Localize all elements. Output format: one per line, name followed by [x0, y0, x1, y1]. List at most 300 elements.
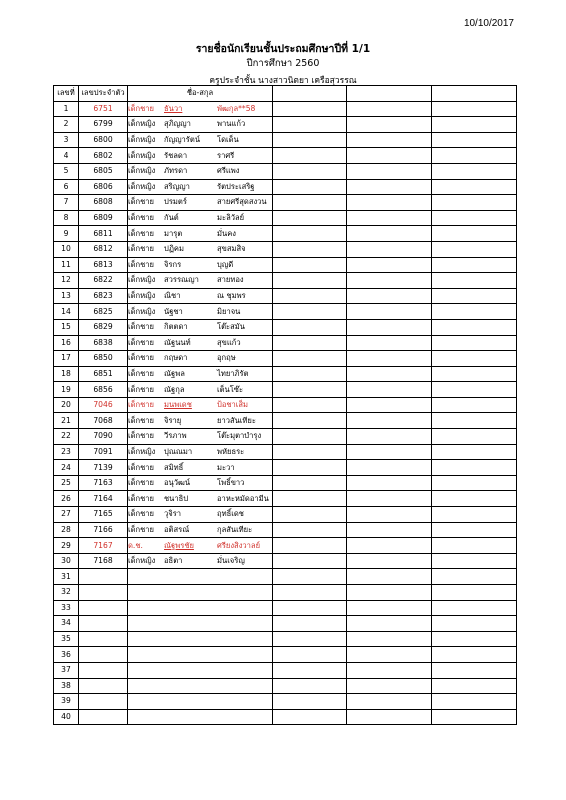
name-prefix: เด็กชาย	[128, 431, 154, 441]
student-name	[128, 148, 273, 164]
blank-cell	[273, 538, 347, 554]
first-name: กันต์	[164, 213, 179, 223]
student-id: 6808	[79, 195, 128, 211]
last-name: ฤทธิ์เดช	[217, 509, 244, 519]
row-number: 22	[54, 429, 79, 445]
last-name: ยาวสันเทียะ	[217, 415, 256, 425]
student-id: 7167	[79, 538, 128, 554]
first-name: วีรภาพ	[164, 431, 187, 441]
student-id	[79, 631, 128, 647]
student-name	[128, 507, 273, 523]
student-id: 6813	[79, 257, 128, 273]
blank-cell	[347, 429, 432, 445]
blank-cell	[273, 647, 347, 663]
last-name: กุลสันเทียะ	[217, 524, 253, 534]
student-id: 7090	[79, 429, 128, 445]
student-id: 7091	[79, 444, 128, 460]
blank-cell	[273, 444, 347, 460]
blank-cell	[432, 288, 517, 304]
blank-cell	[432, 507, 517, 523]
row-number: 28	[54, 522, 79, 538]
row-number: 12	[54, 273, 79, 289]
row-number: 14	[54, 304, 79, 320]
blank-cell	[347, 678, 432, 694]
homeroom-teacher: ครูประจำชั้น นางสาวนิตยา เครือสุวรรณ	[209, 76, 357, 86]
first-name: สริญญา	[164, 181, 190, 191]
blank-cell	[432, 616, 517, 632]
student-id	[79, 616, 128, 632]
blank-cell	[273, 585, 347, 601]
row-number: 2	[54, 117, 79, 133]
student-name	[128, 304, 273, 320]
blank-cell	[273, 304, 347, 320]
name-prefix: เด็กหญิง	[128, 166, 156, 176]
last-name: สุขสมสิจ	[217, 244, 246, 254]
blank-cell	[432, 397, 517, 413]
row-number: 18	[54, 366, 79, 382]
blank-cell	[273, 413, 347, 429]
row-number: 38	[54, 678, 79, 694]
first-name: จิรายุ	[164, 415, 182, 425]
blank-cell	[347, 600, 432, 616]
blank-cell	[347, 507, 432, 523]
student-name	[128, 101, 273, 117]
student-name	[128, 444, 273, 460]
student-name	[128, 319, 273, 335]
row-number: 40	[54, 709, 79, 725]
table-header-row	[54, 86, 517, 102]
row-number: 39	[54, 694, 79, 710]
row-number: 15	[54, 319, 79, 335]
table-row	[54, 491, 517, 507]
student-id: 7139	[79, 460, 128, 476]
row-number: 19	[54, 382, 79, 398]
name-prefix: เด็กชาย	[128, 213, 154, 223]
blank-cell	[347, 569, 432, 585]
student-id: 6856	[79, 382, 128, 398]
first-name: กิตตดา	[164, 322, 188, 332]
blank-cell	[273, 351, 347, 367]
student-id	[79, 600, 128, 616]
blank-cell	[432, 475, 517, 491]
row-number: 29	[54, 538, 79, 554]
student-name	[128, 257, 273, 273]
table-row	[54, 475, 517, 491]
blank-cell	[273, 382, 347, 398]
blank-cell	[432, 257, 517, 273]
name-prefix: เด็กหญิง	[128, 306, 156, 316]
table-row	[54, 507, 517, 523]
first-name: รัชลดา	[164, 150, 188, 160]
blank-cell	[273, 335, 347, 351]
student-id: 6850	[79, 351, 128, 367]
row-number: 21	[54, 413, 79, 429]
student-id: 6802	[79, 148, 128, 164]
blank-cell	[432, 351, 517, 367]
row-number: 34	[54, 616, 79, 632]
row-number: 24	[54, 460, 79, 476]
last-name: สายศรีสุดสงวน	[217, 197, 267, 207]
student-roster-table	[53, 85, 517, 725]
table-row	[54, 210, 517, 226]
name-prefix: เด็กชาย	[128, 462, 154, 472]
table-row	[54, 117, 517, 133]
table-row	[54, 397, 517, 413]
blank-cell	[347, 382, 432, 398]
table-row	[54, 538, 517, 554]
student-id: 6800	[79, 132, 128, 148]
row-number: 33	[54, 600, 79, 616]
blank-cell	[432, 226, 517, 242]
first-name: นัฐชา	[164, 306, 183, 316]
row-number: 30	[54, 553, 79, 569]
row-number: 31	[54, 569, 79, 585]
student-name	[128, 413, 273, 429]
last-name: พหัยธระ	[217, 446, 245, 456]
student-id: 7166	[79, 522, 128, 538]
student-id: 6799	[79, 117, 128, 133]
last-name: โพธิ์ขาว	[217, 478, 245, 488]
name-prefix: เด็กหญิง	[128, 119, 156, 129]
row-number: 11	[54, 257, 79, 273]
name-prefix: เด็กชาย	[128, 415, 154, 425]
blank-cell	[432, 585, 517, 601]
blank-cell	[347, 475, 432, 491]
table-row	[54, 585, 517, 601]
first-name: ปุณณมา	[164, 446, 193, 456]
blank-cell	[273, 569, 347, 585]
student-id: 7046	[79, 397, 128, 413]
blank-cell	[347, 195, 432, 211]
name-prefix: เด็กชาย	[128, 322, 154, 332]
last-name: เต็นโซ๊ะ	[217, 384, 244, 394]
student-id: 7168	[79, 553, 128, 569]
last-name: ราศรี	[217, 150, 235, 160]
student-name	[128, 335, 273, 351]
last-name: พัฒกุล**58	[217, 103, 256, 113]
student-id: 7164	[79, 491, 128, 507]
student-name	[128, 351, 273, 367]
name-prefix: เด็กชาย	[128, 337, 154, 347]
name-prefix: เด็กชาย	[128, 259, 154, 269]
blank-cell	[273, 288, 347, 304]
table-row	[54, 351, 517, 367]
blank-cell	[273, 226, 347, 242]
last-name: บุญดี	[217, 259, 234, 269]
student-id	[79, 569, 128, 585]
table-row	[54, 413, 517, 429]
row-number: 23	[54, 444, 79, 460]
blank-cell	[432, 444, 517, 460]
last-name: ศรียงสิงวาลย์	[217, 540, 261, 550]
first-name: ปรมตร์	[164, 197, 187, 207]
first-name: อติสรณ์	[164, 524, 190, 534]
blank-cell	[273, 117, 347, 133]
document-title: รายชื่อนักเรียนชั้นประถมศึกษาปีที่ 1/1	[195, 43, 371, 55]
last-name: มิยาจน	[217, 306, 241, 316]
row-number: 9	[54, 226, 79, 242]
blank-cell	[273, 475, 347, 491]
blank-cell	[347, 647, 432, 663]
blank-cell	[432, 195, 517, 211]
student-name	[128, 709, 273, 725]
name-prefix: เด็กชาย	[128, 493, 154, 503]
first-name: ชนาธิป	[164, 493, 189, 503]
blank-cell	[432, 163, 517, 179]
blank-cell	[273, 507, 347, 523]
first-name: สุภิญญา	[164, 119, 191, 129]
student-name	[128, 273, 273, 289]
student-name	[128, 179, 273, 195]
blank-cell	[347, 662, 432, 678]
student-name	[128, 694, 273, 710]
name-prefix: เด็กหญิง	[128, 135, 156, 145]
student-name	[128, 117, 273, 133]
last-name: โดเด็น	[217, 135, 239, 145]
student-name	[128, 616, 273, 632]
blank-cell	[273, 616, 347, 632]
last-name: ศรีแพง	[217, 166, 240, 176]
row-number: 35	[54, 631, 79, 647]
student-id: 7068	[79, 413, 128, 429]
student-id: 6825	[79, 304, 128, 320]
student-name	[128, 132, 273, 148]
blank-cell	[347, 616, 432, 632]
student-name	[128, 662, 273, 678]
last-name: ป้อชาเส็ม	[217, 400, 249, 410]
blank-cell	[273, 257, 347, 273]
first-name: อนุวัฒน์	[164, 478, 191, 488]
last-name: มั่นเจริญ	[217, 556, 245, 566]
academic-year: ปีการศึกษา 2560	[246, 58, 320, 69]
first-name: มารุต	[164, 228, 183, 238]
table-row	[54, 694, 517, 710]
first-name: ณิชา	[164, 291, 181, 301]
student-name	[128, 366, 273, 382]
student-name	[128, 585, 273, 601]
student-id: 7165	[79, 507, 128, 523]
table-row	[54, 241, 517, 257]
table-row	[54, 273, 517, 289]
table-row	[54, 148, 517, 164]
blank-cell	[432, 382, 517, 398]
blank-cell	[432, 319, 517, 335]
last-name: มั่นคง	[217, 228, 236, 238]
table-row	[54, 366, 517, 382]
blank-cell	[432, 241, 517, 257]
last-name: อุกฤษ	[217, 353, 236, 363]
blank-cell	[273, 319, 347, 335]
row-number: 17	[54, 351, 79, 367]
blank-cell	[273, 553, 347, 569]
last-name: มะวา	[217, 462, 235, 472]
student-name	[128, 553, 273, 569]
blank-cell	[273, 491, 347, 507]
name-prefix: เด็กชาย	[128, 384, 154, 394]
blank-cell	[432, 538, 517, 554]
blank-cell	[347, 413, 432, 429]
row-number: 26	[54, 491, 79, 507]
name-prefix: เด็กชาย	[128, 478, 154, 488]
student-name	[128, 429, 273, 445]
student-id	[79, 694, 128, 710]
blank-cell	[347, 522, 432, 538]
student-id	[79, 647, 128, 663]
student-name	[128, 538, 273, 554]
student-name	[128, 210, 273, 226]
blank-cell	[273, 631, 347, 647]
blank-cell	[432, 273, 517, 289]
blank-cell	[273, 709, 347, 725]
blank-cell	[432, 304, 517, 320]
row-number: 5	[54, 163, 79, 179]
row-number: 36	[54, 647, 79, 663]
name-prefix: เด็กชาย	[128, 244, 154, 254]
student-id: 6822	[79, 273, 128, 289]
blank-cell	[432, 600, 517, 616]
table-row	[54, 226, 517, 242]
name-prefix: เด็กชาย	[128, 509, 154, 519]
student-name	[128, 163, 273, 179]
blank-cell	[273, 148, 347, 164]
table-row	[54, 444, 517, 460]
row-number: 4	[54, 148, 79, 164]
blank-cell	[273, 179, 347, 195]
blank-cell	[432, 569, 517, 585]
blank-cell	[347, 585, 432, 601]
student-id	[79, 678, 128, 694]
blank-cell	[347, 538, 432, 554]
table-row	[54, 678, 517, 694]
table-row	[54, 335, 517, 351]
last-name: สุขแก้ว	[217, 337, 241, 347]
name-prefix: เด็กหญิง	[128, 275, 156, 285]
blank-cell	[273, 163, 347, 179]
header-blank	[347, 86, 432, 102]
blank-cell	[432, 662, 517, 678]
table-row	[54, 631, 517, 647]
last-name: โต๊ะสมัน	[217, 322, 245, 332]
student-name	[128, 226, 273, 242]
blank-cell	[432, 366, 517, 382]
table-row	[54, 522, 517, 538]
blank-cell	[347, 460, 432, 476]
table-row	[54, 553, 517, 569]
header-student-id: เลขประจำตัว	[79, 86, 128, 102]
blank-cell	[432, 631, 517, 647]
blank-cell	[347, 210, 432, 226]
first-name: สวรรณญา	[164, 275, 199, 285]
table-row	[54, 257, 517, 273]
blank-cell	[273, 662, 347, 678]
blank-cell	[347, 101, 432, 117]
last-name: มะลิวัลย์	[217, 213, 245, 223]
blank-cell	[432, 179, 517, 195]
blank-cell	[432, 522, 517, 538]
first-name: กฤษดา	[164, 353, 188, 363]
first-name: ณัฐพล	[164, 368, 185, 378]
student-id: 6812	[79, 241, 128, 257]
blank-cell	[347, 397, 432, 413]
blank-cell	[273, 460, 347, 476]
row-number: 27	[54, 507, 79, 523]
blank-cell	[347, 117, 432, 133]
blank-cell	[347, 241, 432, 257]
header-full-name: ชื่อ-สกุล	[128, 86, 273, 102]
blank-cell	[432, 647, 517, 663]
row-number: 10	[54, 241, 79, 257]
table-row	[54, 616, 517, 632]
first-name: กัญญารัตน์	[164, 135, 201, 145]
row-number: 16	[54, 335, 79, 351]
row-number: 37	[54, 662, 79, 678]
student-name	[128, 195, 273, 211]
blank-cell	[347, 319, 432, 335]
blank-cell	[432, 148, 517, 164]
name-prefix: ด.ช.	[128, 540, 143, 550]
blank-cell	[347, 148, 432, 164]
first-name: ธันวา	[164, 103, 183, 113]
first-name: ณัฐกุล	[164, 384, 185, 394]
name-prefix: เด็กชาย	[128, 400, 154, 410]
first-name: ปฏิคม	[164, 244, 185, 254]
blank-cell	[273, 397, 347, 413]
row-number: 3	[54, 132, 79, 148]
student-id: 6823	[79, 288, 128, 304]
blank-cell	[347, 179, 432, 195]
blank-cell	[347, 709, 432, 725]
blank-cell	[432, 210, 517, 226]
row-number: 7	[54, 195, 79, 211]
student-id	[79, 662, 128, 678]
print-date: 10/10/2017	[463, 18, 514, 29]
name-prefix: เด็กหญิง	[128, 181, 156, 191]
name-prefix: เด็กหญิง	[128, 150, 156, 160]
student-name	[128, 678, 273, 694]
table-row	[54, 288, 517, 304]
blank-cell	[273, 273, 347, 289]
blank-cell	[432, 460, 517, 476]
student-name	[128, 522, 273, 538]
blank-cell	[347, 491, 432, 507]
blank-cell	[432, 709, 517, 725]
table-row	[54, 382, 517, 398]
table-row	[54, 132, 517, 148]
student-id: 6805	[79, 163, 128, 179]
student-name	[128, 241, 273, 257]
student-name	[128, 569, 273, 585]
name-prefix: เด็กชาย	[128, 368, 154, 378]
student-id: 6811	[79, 226, 128, 242]
blank-cell	[432, 413, 517, 429]
blank-cell	[432, 491, 517, 507]
first-name: มนพเดช	[164, 400, 192, 410]
blank-cell	[347, 273, 432, 289]
name-prefix: เด็กชาย	[128, 103, 154, 113]
blank-cell	[347, 351, 432, 367]
blank-cell	[347, 132, 432, 148]
blank-cell	[273, 522, 347, 538]
table-row	[54, 600, 517, 616]
student-name	[128, 600, 273, 616]
blank-cell	[273, 241, 347, 257]
blank-cell	[347, 226, 432, 242]
name-prefix: เด็กชาย	[128, 524, 154, 534]
first-name: อธิตา	[164, 556, 183, 566]
student-id: 6809	[79, 210, 128, 226]
blank-cell	[432, 429, 517, 445]
student-name	[128, 460, 273, 476]
